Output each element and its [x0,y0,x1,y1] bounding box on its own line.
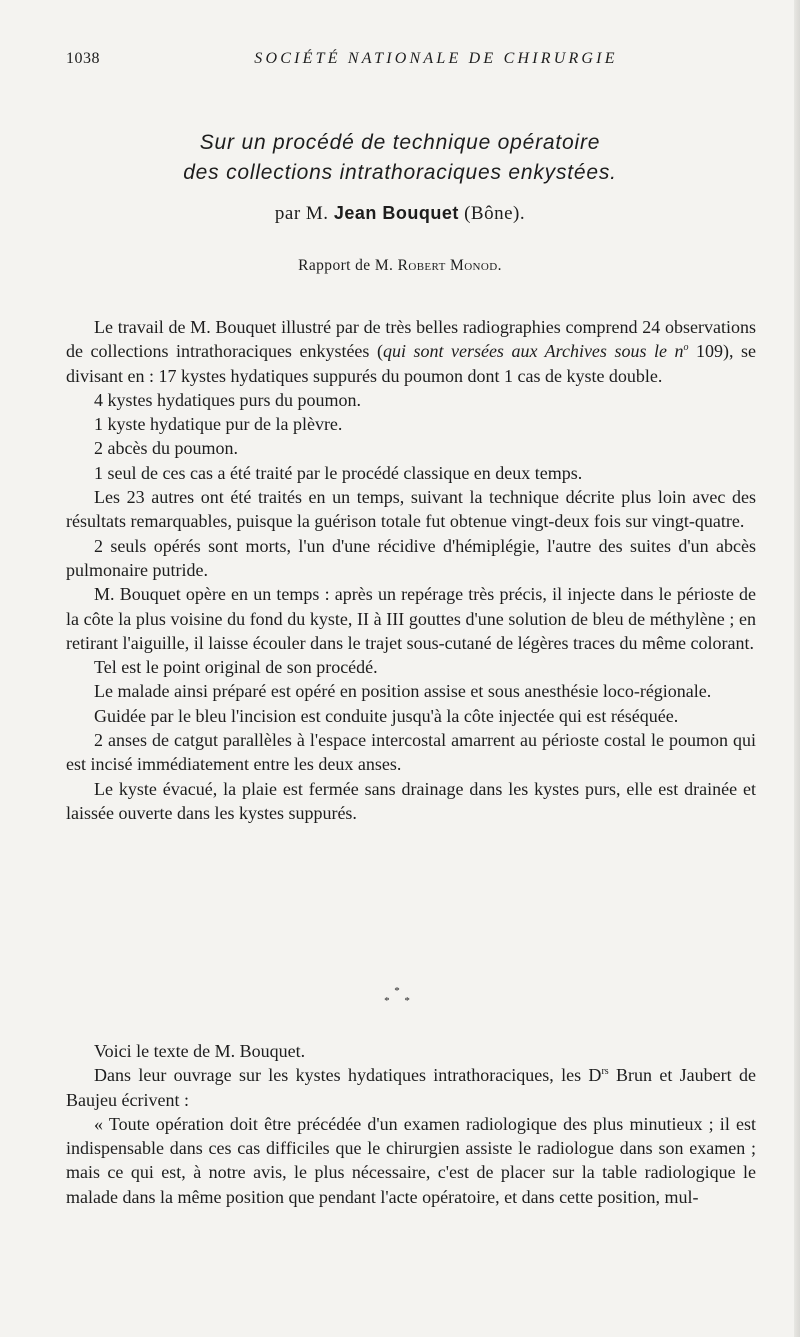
author-text [66,1039,756,1209]
separator-top: * [394,985,406,997]
paragraph: 2 abcès du poumon. [94,438,238,459]
quotation: « Toute opération doit être précédée d'un examen radiologique des plus minutieux ; il est indispensable dans ces cas difficiles que le chirurgien assiste le radiologue dans son examen ; mais ce qui est, à notre avis, le plus nécessaire, c'est de placer sur la table radiologique le malade dans la même position que pendant l'acte opératoire, et dans cette position, mul- [66,1113,756,1207]
page-number: 1038 [66,50,100,67]
paragraph: 1 seul de ces cas a été traité par le procédé classique en deux temps. [94,462,583,483]
paragraph: 1 kyste hydatique pur de la plèvre. [94,414,343,435]
author-name: Jean Bouquet [333,203,459,223]
paragraph [66,1063,756,1112]
superscript: rs [601,1066,609,1078]
paragraph: Tel est le point original de son procédé. [94,657,378,678]
paragraph: Le malade ainsi préparé est opéré en position assise et sous anesthésie loco-régionale. [94,681,712,702]
journal-title: SOCIÉTÉ NATIONALE DE CHIRURGIE [254,50,618,67]
paragraph: 2 anses de catgut parallèles à l'espace intercostal amarrent au périoste costal le poumon qui est incisé immédiatement entre les deux anses. [66,730,756,775]
article-title-line-2: des collections intrathoraciques enkystées. [183,161,617,184]
paragraph-text: Brun et Jaubert de Baujeu écrivent : [66,1065,756,1110]
page-edge-shadow [794,0,800,1337]
running-header [66,50,756,76]
paragraph: Guidée par le bleu l'incision est conduite jusqu'à la côte injectée qui est réséquée. [94,705,679,726]
author-line [60,203,740,225]
separator-bottom: * * [384,995,416,1007]
paragraph-text: Le travail de M. Bouquet illustré par de très belles radiographies comprend 24 observations de collections intrathoraciques enkystées ( [66,317,756,362]
report-line [60,257,740,275]
report-body [66,315,756,825]
paragraph: M. Bouquet opère en un temps : après un repérage très précis, il injecte dans le périoste de la côte la plus voisine du fond du kyste, II à III gouttes d'une solution de bleu de méthylène ; en retirant l'aiguille, il laisse écouler dans le trajet sous-cutané de légères traces du même colorant. [66,584,756,653]
paragraph-text: 109), se divisant en : 17 kystes hydatiques suppurés du poumon dont 1 cas de kyste double. [66,341,756,386]
author-prefix: par M. [274,203,329,224]
number-sign: o [683,342,689,354]
section-separator [380,986,420,1006]
report-name: Robert Monod. [397,257,502,274]
paragraph: 4 kystes hydatiques purs du poumon. [94,389,361,410]
paragraph: 2 seuls opérés sont morts, l'un d'une récidive d'hémiplégie, l'autre des suites d'un abcès pulmonaire putride. [66,535,756,580]
paragraph: Les 23 autres ont été traités en un temps, suivant la technique décrite plus loin avec des résultats remarquables, puisque la guérison totale fut obtenue vingt-deux fois sur vingt-quatre. [66,487,756,532]
article-title [60,128,740,188]
paragraph: Le kyste évacué, la plaie est fermée sans drainage dans les kystes purs, elle est drainée et laissée ouverte dans les kystes suppurés. [66,778,756,823]
paragraph [66,315,756,388]
paragraph-text: Dans leur ouvrage sur les kystes hydatiques intrathoraciques, les D [94,1065,602,1086]
report-prefix: Rapport de M. [298,257,394,274]
author-place: (Bône). [464,203,526,224]
article-title-line-1: Sur un procédé de technique opératoire [199,131,601,154]
archive-note: qui sont versées aux Archives sous le n [382,341,684,362]
paragraph: Voici le texte de M. Bouquet. [94,1041,306,1061]
